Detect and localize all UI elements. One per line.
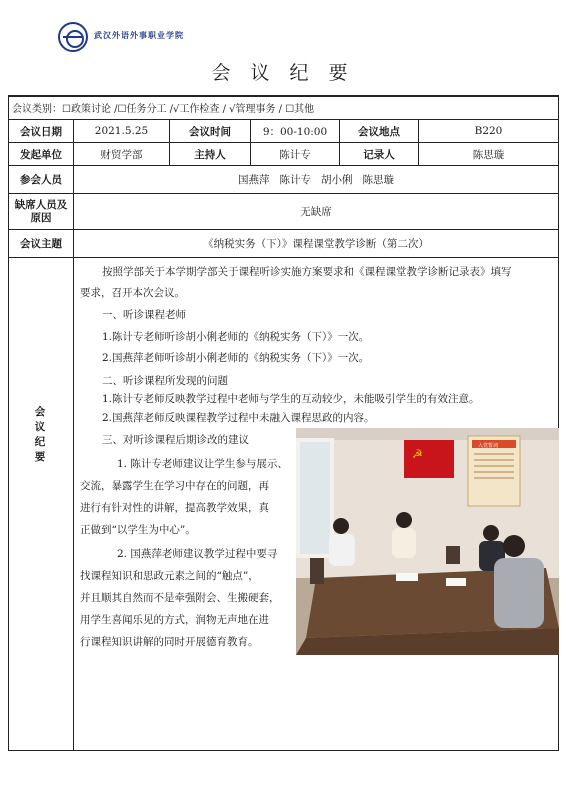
oath-board-heading: 入党誓词 xyxy=(478,443,499,449)
section-3-p2-line-5: 行课程知识讲解的同时开展德育教育。 xyxy=(80,636,259,648)
section-3-p1-line-1: 1. 陈计专老师建议让学生参与展示、 xyxy=(117,458,288,470)
attendees-value: 国燕萍 陈计专 胡小俐 陈思璇 xyxy=(237,174,395,186)
intro-line-2: 要求，召开本次会议。 xyxy=(80,287,185,299)
organizer-label: 发起单位 xyxy=(20,148,62,161)
topic-label: 会议主题 xyxy=(20,238,62,250)
time-label: 会议时间 xyxy=(189,125,231,138)
svg-text:☭: ☭ xyxy=(412,447,423,461)
host-value: 陈计专 xyxy=(279,148,311,161)
intro-line-1: 按照学部关于本学期学部关于课程听诊实施方案要求和《课程课堂教学诊断记录表》填写 xyxy=(102,266,512,278)
organizer-value: 财贸学部 xyxy=(100,148,143,161)
section-3-heading: 三、对听诊课程后期诊改的建议 xyxy=(102,434,249,446)
section-3-p2-line-1: 2. 国燕萍老师建议教学过程中要寻 xyxy=(117,548,278,560)
location-value: B220 xyxy=(474,125,503,137)
section-2-heading: 二、听诊课程所发现的问题 xyxy=(102,375,228,387)
minutes-label: 会议纪要 xyxy=(34,406,46,463)
section-1-item-1: 1.陈计专老师听诊胡小俐老师的《纳税实务（下）》一次。 xyxy=(102,331,370,343)
time-value: 9：00-10:00 xyxy=(262,125,328,138)
meeting-type-line: 会议类别：☐政策讨论 /☐任务分工 /√工作检查 / √管理事务 / ☐其他 xyxy=(12,104,315,115)
section-3-p2-line-2: 找课程知识和思政元素之间的“触点”， xyxy=(80,570,259,582)
date-value: 2021.5.25 xyxy=(94,125,149,137)
school-name: 武汉外语外事职业学院 xyxy=(94,31,184,40)
document-title: 会 议 纪 要 xyxy=(211,62,355,84)
date-label: 会议日期 xyxy=(20,125,62,138)
meeting-photo xyxy=(296,428,559,655)
recorder-value: 陈思璇 xyxy=(472,148,505,161)
section-3-p1-line-3: 进行有针对性的讲解，提高教学效果，真 xyxy=(80,502,269,514)
topic-value: 《纳税实务（下）》课程课堂教学诊断（第二次） xyxy=(203,238,429,250)
recorder-label: 记录人 xyxy=(363,148,395,161)
section-2-item-1: 1.陈计专老师反映教学过程中老师与学生的互动较少，未能吸引学生的有效注意。 xyxy=(102,393,480,405)
section-1-item-2: 2.国燕萍老师听诊胡小俐老师的《纳税实务（下）》一次。 xyxy=(102,352,370,364)
section-3-p2-line-4: 用学生喜闻乐见的方式，润物无声地在进 xyxy=(80,614,269,626)
section-1-heading: 一、听诊课程老师 xyxy=(102,309,186,321)
location-label: 会议地点 xyxy=(358,125,400,138)
absent-value: 无缺席 xyxy=(300,206,332,218)
school-logo xyxy=(58,22,88,52)
section-3-p2-line-3: 并且顺其自然而不是牵强附会、生搬硬套， xyxy=(80,592,280,604)
host-label: 主持人 xyxy=(194,148,226,161)
absent-label: 缺席人员及原因 xyxy=(14,198,68,224)
section-3-p1-line-4: 正做到“以学生为中心”。 xyxy=(80,524,196,536)
section-2-item-2: 2.国燕萍老师反映课程教学过程中未融入课程思政的内容。 xyxy=(102,412,375,424)
attendees-label: 参会人员 xyxy=(20,174,62,186)
section-3-p1-line-2: 交流，暴露学生在学习中存在的问题，再 xyxy=(80,480,269,492)
